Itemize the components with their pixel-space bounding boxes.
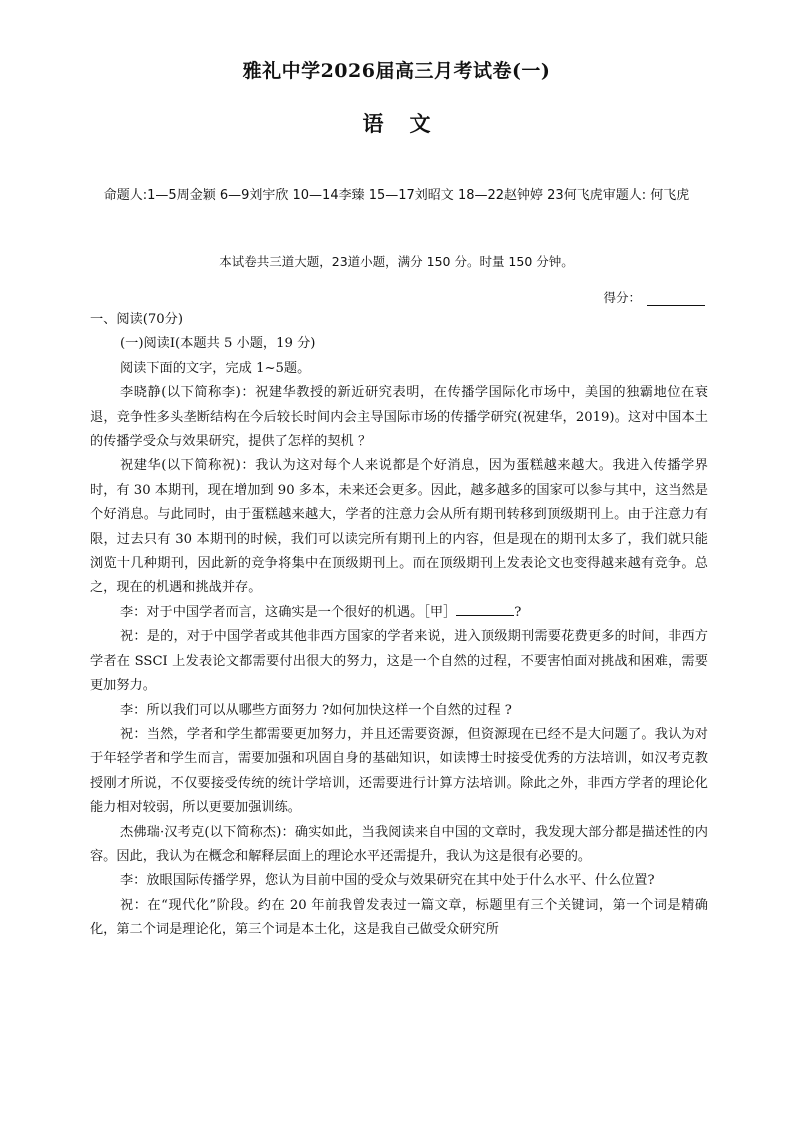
instruction: 阅读下面的文字，完成 1~5题。: [120, 360, 311, 376]
paragraph: 杰佛瑞·汉考克(以下简称杰)：确实如此，当我阅读来自中国的文章时，我发现大部分都是描述性的内容。因此，我认为在概念和解释层面上的理论水平还需提升，我认为这是很有必要的。: [90, 824, 708, 864]
exam-info: 本试卷共三道大题，23道小题，满分 150 分。时量 150 分钟。: [219, 254, 574, 269]
answer-blank-jia[interactable]: [456, 603, 514, 616]
paragraph: 祝：当然，学者和学生都需要更加努力，并且还需要资源，但资源现在已经不是大问题了。我认为对于年轻学者和学生而言，需要加强和巩固自身的基础知识，如读博士时接受优秀的方法培训，如汉考克教授刚才所说，不仅要接受传统的统计学培训，还需要进行计算方法培训。除此之外，非西方学者的理论化能力相对较弱，所以更要加强训练。: [90, 726, 708, 816]
paragraph-text: 李：对于中国学者而言，这确实是一个很好的机遇。［甲］: [120, 604, 457, 620]
part-heading: (一)阅读Ⅰ(本题共 5 小题，19 分): [120, 336, 316, 352]
paragraph-text-end: ?: [514, 604, 522, 620]
score-label: 得分：: [603, 290, 641, 305]
subject-title: 语文: [362, 111, 457, 136]
paragraph: 祝建华(以下简称祝)：我认为这对每个人来说都是个好消息，因为蛋糕越来越大。我进入传播学界时，有 30 本期刊，现在增加到 90 多本，未来还会更多。因此，越多越多的国家可以参与其中，这当然是个好消息。与此同时，由于蛋糕越来越大，学者的注意力会从所有期刊转移到顶级期刊上。由于注意力有限，过去只有 30 本期刊的时候，我们可以读完所有期刊上的内容，但是现在的期刊太多了，我们就只能浏览十几种期刊，因此新的竞争将集中在顶级期刊上。而在顶级期刊上发表论文也变得越来越有竞争。总之，现在的机遇和挑战并存。: [90, 458, 708, 596]
paragraph: 李：放眼国际传播学界，您认为目前中国的受众与效果研究在其中处于什么水平、什么位置?: [120, 873, 655, 889]
paragraph: 祝：在“现代化”阶段。约在 20 年前我曾发表过一篇文章，标题里有三个关键词，第一个词是精确化，第二个词是理论化，第三个词是本土化，这是我自己做受众研究所: [90, 897, 708, 938]
score-field: [603, 288, 705, 306]
exam-title: 雅礼中学2026届高三月考试卷(一): [242, 60, 551, 82]
score-blank[interactable]: [647, 292, 705, 306]
paragraph-with-blank: [90, 601, 708, 625]
paragraph: 祝：是的，对于中国学者或其他非西方国家的学者来说，进入顶级期刊需要花费更多的时间，非西方学者在 SSCI 上发表论文都需要付出很大的努力，这是一个自然的过程，不要害怕面对挑战和困难，需要更加努力。: [90, 629, 708, 694]
exam-body: [90, 308, 708, 943]
section-heading: 一、阅读(70分): [90, 312, 184, 327]
paragraph: 李晓静(以下简称李)：祝建华教授的新近研究表明，在传播学国际化市场中，美国的独霸地位在衰退，竞争性多头垄断结构在今后较长时间内会主导国际市场的传播学研究(祝建华，2019)。这对中国本土的传播学受众与效果研究，提供了怎样的契机 ？: [90, 385, 708, 450]
authors-line: 命题人:1—5周金颖 6—9刘宇欣 10—14李臻 15—17刘昭文 18—22赵钟婷 23何飞虎审题人: 何飞虎: [103, 188, 690, 203]
paragraph: 李：所以我们可以从哪些方面努力 ?如何加快这样一个自然的过程 ?: [120, 702, 512, 718]
